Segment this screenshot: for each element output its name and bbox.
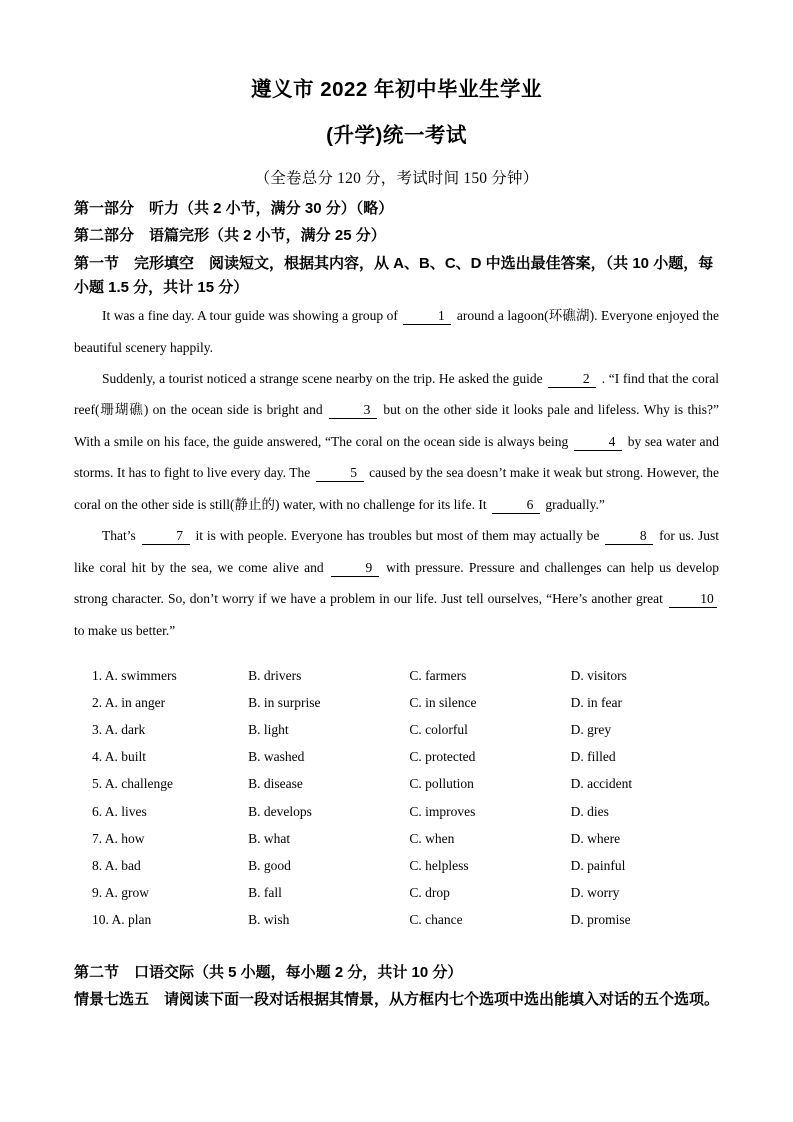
table-row xyxy=(74,689,719,716)
option-b: B. fall xyxy=(248,885,282,901)
table-row xyxy=(74,907,719,934)
part-2-heading: 第二部分 语篇完形（共 2 小节，满分 25 分） xyxy=(74,227,386,245)
option-a: 3. A. dark xyxy=(92,722,146,738)
option-d: D. where xyxy=(570,830,621,846)
passage-paragraph-3 xyxy=(74,520,719,646)
option-c: C. chance xyxy=(409,912,463,928)
passage-paragraph-2 xyxy=(74,363,719,520)
blank-9: 9 xyxy=(331,561,379,577)
option-d: D. visitors xyxy=(570,667,627,683)
table-row xyxy=(74,716,719,743)
passage-text: That’s xyxy=(102,528,136,544)
option-a: 2. A. in anger xyxy=(92,694,166,710)
blank-6: 6 xyxy=(492,498,540,514)
passage-text: to make us better.” xyxy=(74,622,176,638)
option-d: D. grey xyxy=(570,722,612,738)
table-row xyxy=(74,798,719,825)
passage-text: around a lagoon(环礁湖). Everyone enjoyed the beautiful scenery happily. xyxy=(74,308,719,355)
option-c: C. colorful xyxy=(409,722,468,738)
option-b: B. good xyxy=(248,857,291,873)
option-a: 1. A. swimmers xyxy=(92,667,177,683)
table-row xyxy=(74,880,719,907)
option-d: D. worry xyxy=(570,885,620,901)
table-row xyxy=(74,852,719,879)
passage-text: by sea water and storms. It has to fight to live every day. The xyxy=(74,433,720,481)
option-a: 4. A. built xyxy=(92,749,147,765)
blank-2: 2 xyxy=(548,372,596,388)
option-c: C. drop xyxy=(409,885,450,901)
option-c: C. protected xyxy=(409,749,476,765)
page-title-line-1: 遵义市 2022 年初中毕业生学业 xyxy=(251,78,542,101)
part-1-heading: 第一部分 听力（共 2 小节，满分 30 分）（略） xyxy=(74,200,394,217)
option-d: D. filled xyxy=(570,749,616,765)
option-b: B. disease xyxy=(248,776,303,792)
option-a: 10. A. plan xyxy=(92,912,152,928)
exam-subtitle: （全卷总分 120 分，考试时间 150 分钟） xyxy=(254,170,539,187)
option-c: C. when xyxy=(409,830,455,846)
section-2-subheading: 情景七选五 请阅读下面一段对话根据其情景，从方框内七个选项中选出能填入对话的五个选项。 xyxy=(74,991,720,1009)
option-b: B. drivers xyxy=(248,667,302,683)
section-divider-space xyxy=(74,934,719,952)
option-a: 8. A. bad xyxy=(92,857,141,873)
blank-3: 3 xyxy=(329,403,377,419)
option-d: D. painful xyxy=(570,857,626,873)
passage-text: . “I find that the coral reef(珊瑚礁) on the ocean side is bright and xyxy=(74,371,720,418)
option-c: C. improves xyxy=(409,803,476,819)
option-c: C. pollution xyxy=(409,776,474,792)
option-b: B. light xyxy=(248,722,289,738)
option-b: B. washed xyxy=(248,749,305,765)
option-b: B. in surprise xyxy=(248,694,321,710)
table-row xyxy=(74,744,719,771)
passage-text: with pressure. Pressure and challenges can help us develop strong character. So, don’t worry if we have a problem in our life. Just tell ourselves, “Here’s another great xyxy=(74,559,720,607)
passage-text: gradually.” xyxy=(545,496,605,512)
page-title-line-2: (升学)统一考试 xyxy=(326,124,467,147)
options-table xyxy=(74,662,719,934)
blank-10: 10 xyxy=(669,592,717,608)
option-d: D. dies xyxy=(570,803,609,819)
option-c: C. in silence xyxy=(409,694,477,710)
passage-text: for us. Just like coral hit by the sea, we come alive and xyxy=(74,528,719,575)
option-b: B. develops xyxy=(248,803,312,819)
table-row xyxy=(74,771,719,798)
option-d: D. accident xyxy=(570,776,633,792)
blank-4: 4 xyxy=(574,435,622,451)
passage-paragraph-1 xyxy=(74,300,719,363)
option-a: 7. A. how xyxy=(92,830,145,846)
option-d: D. in fear xyxy=(570,694,622,710)
blank-8: 8 xyxy=(605,529,653,545)
table-row xyxy=(74,825,719,852)
option-b: B. what xyxy=(248,830,291,846)
blank-1: 1 xyxy=(403,309,451,325)
passage-text: caused by the sea doesn’t make it weak but strong. However, the coral on the other side is still(静止的) water, with no challenge for its life. It xyxy=(74,465,720,512)
passage-text: it is with people. Everyone has troubles but most of them may actually be xyxy=(195,528,600,544)
option-a: 6. A. lives xyxy=(92,803,147,819)
blank-5: 5 xyxy=(316,466,364,482)
blank-7: 7 xyxy=(142,529,190,545)
option-a: 5. A. challenge xyxy=(92,776,173,792)
option-d: D. promise xyxy=(570,912,631,928)
passage-text: Suddenly, a tourist noticed a strange scene nearby on the trip. He asked the guide xyxy=(102,371,543,386)
section-1-heading: 第一节 完形填空 阅读短文，根据其内容，从 A、B、C、D 中选出最佳答案，（共 10 小题，每小题 1.5 分，共计 15 分） xyxy=(74,254,714,296)
option-c: C. farmers xyxy=(409,667,467,683)
option-a: 9. A. grow xyxy=(92,885,149,901)
passage-text: but on the other side it looks pale and lifeless. Why is this?” With a smile on his face, the guide answered, “The coral on the ocean side is always being xyxy=(74,402,719,449)
option-c: C. helpless xyxy=(409,857,469,873)
option-b: B. wish xyxy=(248,912,290,928)
passage-text: It was a fine day. A tour guide was showing a group of xyxy=(102,308,398,324)
section-2-heading: 第二节 口语交际（共 5 小题，每小题 2 分，共计 10 分） xyxy=(74,963,463,981)
table-row xyxy=(74,662,719,689)
